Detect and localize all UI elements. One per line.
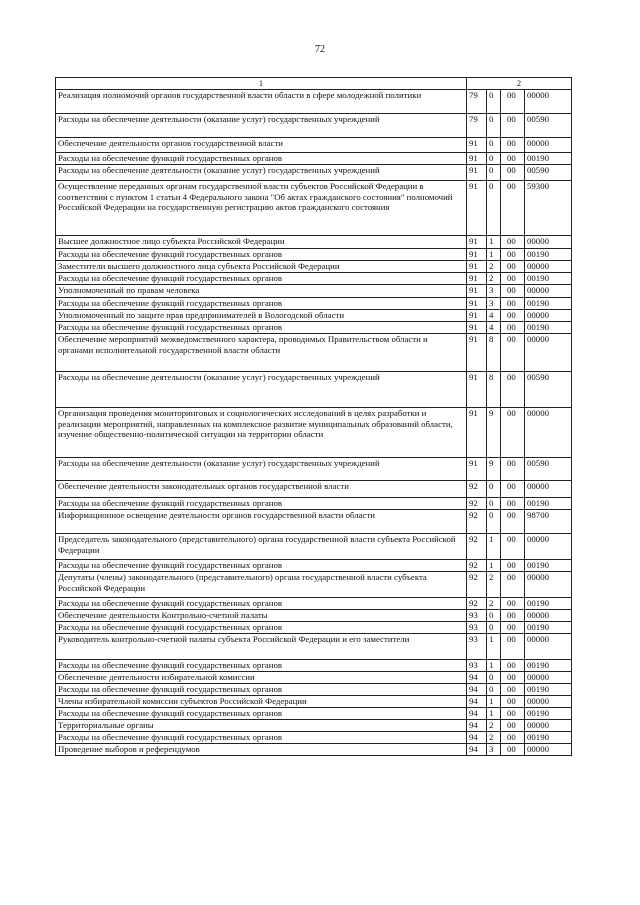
row-name-cell: Обеспечение деятельности органов государственной власти: [56, 138, 467, 153]
row-code-group-cell: 00: [501, 560, 525, 572]
table-header-row: [56, 78, 572, 90]
row-name-cell: Расходы на обеспечение функций государственных органов: [56, 273, 467, 285]
row-code-subprogram-cell: 0: [487, 114, 501, 138]
table-row: [56, 285, 572, 298]
table-row: [56, 138, 572, 153]
table-row: [56, 249, 572, 261]
row-code-direction-cell: 00000: [525, 696, 572, 708]
row-code-subprogram-cell: 1: [487, 660, 501, 672]
row-code-group-cell: 00: [501, 165, 525, 181]
row-code-group-cell: 00: [501, 458, 525, 481]
row-code-direction-cell: 00000: [525, 334, 572, 372]
row-name-cell: Расходы на обеспечение функций государственных органов: [56, 249, 467, 261]
row-code-subprogram-cell: 1: [487, 560, 501, 572]
row-code-direction-cell: 00190: [525, 684, 572, 696]
table-row: [56, 610, 572, 622]
row-code-program-cell: 94: [467, 696, 487, 708]
row-code-subprogram-cell: 9: [487, 458, 501, 481]
row-code-subprogram-cell: 8: [487, 334, 501, 372]
row-code-group-cell: 00: [501, 249, 525, 261]
row-code-direction-cell: 00000: [525, 572, 572, 598]
table-row: [56, 408, 572, 458]
row-name-cell: Расходы на обеспечение деятельности (оказание услуг) государственных учреждений: [56, 458, 467, 481]
row-code-program-cell: 93: [467, 660, 487, 672]
row-code-program-cell: 93: [467, 610, 487, 622]
row-name-cell: Расходы на обеспечение функций государственных органов: [56, 153, 467, 165]
row-code-direction-cell: 00000: [525, 534, 572, 560]
row-name-cell: Высшее должностное лицо субъекта Российской Федерации: [56, 236, 467, 249]
row-code-subprogram-cell: 1: [487, 236, 501, 249]
row-code-program-cell: 93: [467, 634, 487, 660]
row-name-cell: Расходы на обеспечение функций государственных органов: [56, 660, 467, 672]
row-code-program-cell: 92: [467, 534, 487, 560]
row-name-cell: Председатель законодательного (представительного) органа государственной власти субъекта Российской Федерации: [56, 534, 467, 560]
row-name-cell: Расходы на обеспечение деятельности (оказание услуг) государственных учреждений: [56, 165, 467, 181]
table-row: [56, 660, 572, 672]
row-code-direction-cell: 00000: [525, 720, 572, 732]
row-code-subprogram-cell: 1: [487, 634, 501, 660]
row-code-program-cell: 79: [467, 114, 487, 138]
row-code-direction-cell: 00190: [525, 560, 572, 572]
row-code-subprogram-cell: 2: [487, 720, 501, 732]
row-code-program-cell: 92: [467, 598, 487, 610]
row-code-direction-cell: 00190: [525, 708, 572, 720]
row-code-direction-cell: 00190: [525, 598, 572, 610]
row-code-group-cell: 00: [501, 114, 525, 138]
row-code-group-cell: 00: [501, 510, 525, 534]
row-code-program-cell: 94: [467, 684, 487, 696]
row-code-direction-cell: 98700: [525, 510, 572, 534]
row-code-program-cell: 94: [467, 744, 487, 756]
row-code-subprogram-cell: 0: [487, 610, 501, 622]
table-row: [56, 622, 572, 634]
row-code-program-cell: 94: [467, 672, 487, 684]
row-code-group-cell: 00: [501, 90, 525, 114]
row-name-cell: Реализация полномочий органов государственной власти области в сфере молодежной политики: [56, 90, 467, 114]
row-name-cell: Расходы на обеспечение функций государственных органов: [56, 298, 467, 310]
table-row: [56, 458, 572, 481]
row-name-cell: Информационное освещение деятельности органов государственной власти области: [56, 510, 467, 534]
row-name-cell: Руководитель контрольно-счетной палаты субъекта Российской Федерации и его заместители: [56, 634, 467, 660]
row-code-program-cell: 91: [467, 249, 487, 261]
row-code-program-cell: 91: [467, 372, 487, 408]
row-code-direction-cell: 00590: [525, 458, 572, 481]
row-code-subprogram-cell: 0: [487, 165, 501, 181]
table-row: [56, 298, 572, 310]
row-code-group-cell: 00: [501, 408, 525, 458]
row-code-subprogram-cell: 0: [487, 684, 501, 696]
row-code-subprogram-cell: 0: [487, 481, 501, 498]
table-row: [56, 181, 572, 236]
row-code-subprogram-cell: 0: [487, 138, 501, 153]
row-code-group-cell: 00: [501, 598, 525, 610]
table-row: [56, 273, 572, 285]
row-code-group-cell: 00: [501, 153, 525, 165]
row-code-program-cell: 91: [467, 298, 487, 310]
row-code-direction-cell: 00190: [525, 622, 572, 634]
row-code-direction-cell: 59300: [525, 181, 572, 236]
row-code-direction-cell: 00190: [525, 153, 572, 165]
row-code-program-cell: 91: [467, 261, 487, 273]
row-code-subprogram-cell: 2: [487, 572, 501, 598]
row-name-cell: Обеспечение мероприятий межведомственного характера, проводимых Правительством области и органами исполнительной государственной власти области: [56, 334, 467, 372]
row-code-subprogram-cell: 1: [487, 696, 501, 708]
row-code-program-cell: 93: [467, 622, 487, 634]
row-code-direction-cell: 00000: [525, 285, 572, 298]
row-code-direction-cell: 00190: [525, 322, 572, 334]
row-code-subprogram-cell: 4: [487, 310, 501, 322]
table-row: [56, 534, 572, 560]
table-row: [56, 744, 572, 756]
row-code-subprogram-cell: 0: [487, 153, 501, 165]
table-row: [56, 114, 572, 138]
row-code-program-cell: 91: [467, 181, 487, 236]
row-code-subprogram-cell: 1: [487, 249, 501, 261]
row-code-group-cell: 00: [501, 138, 525, 153]
table-row: [56, 634, 572, 660]
row-name-cell: Расходы на обеспечение деятельности (оказание услуг) государственных учреждений: [56, 114, 467, 138]
row-code-direction-cell: 00590: [525, 165, 572, 181]
row-code-direction-cell: 00000: [525, 236, 572, 249]
row-code-direction-cell: 00590: [525, 372, 572, 408]
row-code-program-cell: 92: [467, 510, 487, 534]
row-code-group-cell: 00: [501, 708, 525, 720]
table-row: [56, 598, 572, 610]
row-code-program-cell: 91: [467, 322, 487, 334]
row-code-subprogram-cell: 0: [487, 181, 501, 236]
row-code-group-cell: 00: [501, 622, 525, 634]
row-name-cell: Уполномоченный по правам человека: [56, 285, 467, 298]
row-name-cell: Расходы на обеспечение функций государственных органов: [56, 622, 467, 634]
row-code-direction-cell: 00000: [525, 610, 572, 622]
table-row: [56, 334, 572, 372]
row-code-group-cell: 00: [501, 285, 525, 298]
row-code-program-cell: 92: [467, 560, 487, 572]
budget-classification-table: [55, 77, 572, 756]
row-code-group-cell: 00: [501, 660, 525, 672]
table-row: [56, 261, 572, 273]
row-name-cell: Расходы на обеспечение функций государственных органов: [56, 708, 467, 720]
row-code-program-cell: 91: [467, 285, 487, 298]
row-code-group-cell: 00: [501, 322, 525, 334]
row-code-subprogram-cell: 0: [487, 672, 501, 684]
row-code-direction-cell: 00000: [525, 744, 572, 756]
row-name-cell: Депутаты (члены) законодательного (представительного) органа государственной власти субъекта Российской Федерации: [56, 572, 467, 598]
page-number: 72: [315, 44, 325, 55]
row-code-program-cell: 92: [467, 572, 487, 598]
table-row: [56, 708, 572, 720]
row-code-group-cell: 00: [501, 572, 525, 598]
row-code-direction-cell: 00000: [525, 481, 572, 498]
row-code-program-cell: 91: [467, 138, 487, 153]
row-code-direction-cell: 00000: [525, 90, 572, 114]
table-row: [56, 498, 572, 510]
row-code-direction-cell: 00190: [525, 249, 572, 261]
row-name-cell: Уполномоченный по защите прав предпринимателей в Вологодской области: [56, 310, 467, 322]
row-code-group-cell: 00: [501, 534, 525, 560]
row-name-cell: Проведение выборов и референдумов: [56, 744, 467, 756]
row-code-direction-cell: 00000: [525, 310, 572, 322]
row-code-group-cell: 00: [501, 310, 525, 322]
row-code-subprogram-cell: 9: [487, 408, 501, 458]
row-code-program-cell: 91: [467, 153, 487, 165]
row-code-program-cell: 91: [467, 408, 487, 458]
table-row: [56, 672, 572, 684]
row-code-program-cell: 91: [467, 458, 487, 481]
row-name-cell: Заместители высшего должностного лица субъекта Российской Федерации: [56, 261, 467, 273]
row-code-program-cell: 91: [467, 236, 487, 249]
row-name-cell: Территориальные органы: [56, 720, 467, 732]
row-code-group-cell: 00: [501, 634, 525, 660]
row-code-program-cell: 91: [467, 165, 487, 181]
row-code-direction-cell: 00000: [525, 261, 572, 273]
row-code-program-cell: 94: [467, 708, 487, 720]
row-code-program-cell: 94: [467, 732, 487, 744]
row-name-cell: Обеспечение деятельности Контрольно-счетной палаты: [56, 610, 467, 622]
row-code-group-cell: 00: [501, 181, 525, 236]
row-name-cell: Расходы на обеспечение функций государственных органов: [56, 498, 467, 510]
row-name-cell: Осуществление переданных органам государственной власти субъектов Российской Федерации в соответствии с пунктом 1 статьи 4 Федерального закона "Об актах гражданского состояния" полномочий Российской Федерации на государственную регистрацию актов гражданского состояния: [56, 181, 467, 236]
row-code-program-cell: 94: [467, 720, 487, 732]
row-code-group-cell: 00: [501, 236, 525, 249]
row-code-subprogram-cell: 3: [487, 285, 501, 298]
table-row: [56, 322, 572, 334]
row-code-subprogram-cell: 0: [487, 510, 501, 534]
header-col-1: 1: [56, 78, 467, 90]
row-code-group-cell: 00: [501, 481, 525, 498]
table-row: [56, 153, 572, 165]
row-code-subprogram-cell: 2: [487, 732, 501, 744]
row-code-subprogram-cell: 0: [487, 498, 501, 510]
row-code-group-cell: 00: [501, 372, 525, 408]
row-code-direction-cell: 00000: [525, 138, 572, 153]
row-code-direction-cell: 00190: [525, 660, 572, 672]
table-row: [56, 481, 572, 498]
row-code-subprogram-cell: 1: [487, 534, 501, 560]
row-name-cell: Расходы на обеспечение функций государственных органов: [56, 322, 467, 334]
row-code-program-cell: 91: [467, 273, 487, 285]
row-code-subprogram-cell: 2: [487, 598, 501, 610]
table-row: [56, 560, 572, 572]
row-name-cell: Организация проведения мониторинговых и социологических исследований в целях разработки и реализации мероприятий, направленных на комплексное развитие муниципальных образований области, изучение общественно-политической ситуации на территории области: [56, 408, 467, 458]
row-code-group-cell: 00: [501, 261, 525, 273]
row-code-group-cell: 00: [501, 273, 525, 285]
row-code-subprogram-cell: 2: [487, 261, 501, 273]
row-name-cell: Расходы на обеспечение функций государственных органов: [56, 560, 467, 572]
row-code-group-cell: 00: [501, 498, 525, 510]
table-row: [56, 572, 572, 598]
row-code-program-cell: 79: [467, 90, 487, 114]
table-row: [56, 732, 572, 744]
row-code-group-cell: 00: [501, 732, 525, 744]
row-code-subprogram-cell: 4: [487, 322, 501, 334]
row-code-direction-cell: 00000: [525, 634, 572, 660]
row-name-cell: Обеспечение деятельности избирательной комиссии: [56, 672, 467, 684]
row-code-group-cell: 00: [501, 298, 525, 310]
row-code-direction-cell: 00590: [525, 114, 572, 138]
row-code-subprogram-cell: 0: [487, 90, 501, 114]
table-row: [56, 372, 572, 408]
row-code-group-cell: 00: [501, 672, 525, 684]
row-code-group-cell: 00: [501, 744, 525, 756]
row-code-program-cell: 92: [467, 481, 487, 498]
row-name-cell: Расходы на обеспечение деятельности (оказание услуг) государственных учреждений: [56, 372, 467, 408]
row-code-direction-cell: 00190: [525, 498, 572, 510]
table-row: [56, 696, 572, 708]
row-code-direction-cell: 00000: [525, 408, 572, 458]
row-name-cell: Члены избирательной комиссии субъектов Российской Федерации: [56, 696, 467, 708]
table-row: [56, 90, 572, 114]
row-code-group-cell: 00: [501, 720, 525, 732]
row-code-subprogram-cell: 8: [487, 372, 501, 408]
row-code-direction-cell: 00190: [525, 732, 572, 744]
table-row: [56, 165, 572, 181]
row-name-cell: Расходы на обеспечение функций государственных органов: [56, 732, 467, 744]
table-row: [56, 236, 572, 249]
row-name-cell: Расходы на обеспечение функций государственных органов: [56, 684, 467, 696]
row-code-group-cell: 00: [501, 610, 525, 622]
table-row: [56, 510, 572, 534]
row-code-subprogram-cell: 2: [487, 273, 501, 285]
row-code-subprogram-cell: 1: [487, 708, 501, 720]
row-code-subprogram-cell: 3: [487, 744, 501, 756]
row-name-cell: Расходы на обеспечение функций государственных органов: [56, 598, 467, 610]
table-row: [56, 684, 572, 696]
header-col-2: 2: [467, 78, 572, 90]
row-code-subprogram-cell: 0: [487, 622, 501, 634]
row-code-program-cell: 91: [467, 310, 487, 322]
row-code-direction-cell: 00190: [525, 298, 572, 310]
row-code-program-cell: 92: [467, 498, 487, 510]
row-name-cell: Обеспечение деятельности законодательных органов государственной власти: [56, 481, 467, 498]
row-code-group-cell: 00: [501, 334, 525, 372]
table-row: [56, 720, 572, 732]
row-code-direction-cell: 00000: [525, 672, 572, 684]
row-code-group-cell: 00: [501, 684, 525, 696]
table-row: [56, 310, 572, 322]
row-code-program-cell: 91: [467, 334, 487, 372]
row-code-subprogram-cell: 3: [487, 298, 501, 310]
row-code-group-cell: 00: [501, 696, 525, 708]
row-code-direction-cell: 00190: [525, 273, 572, 285]
